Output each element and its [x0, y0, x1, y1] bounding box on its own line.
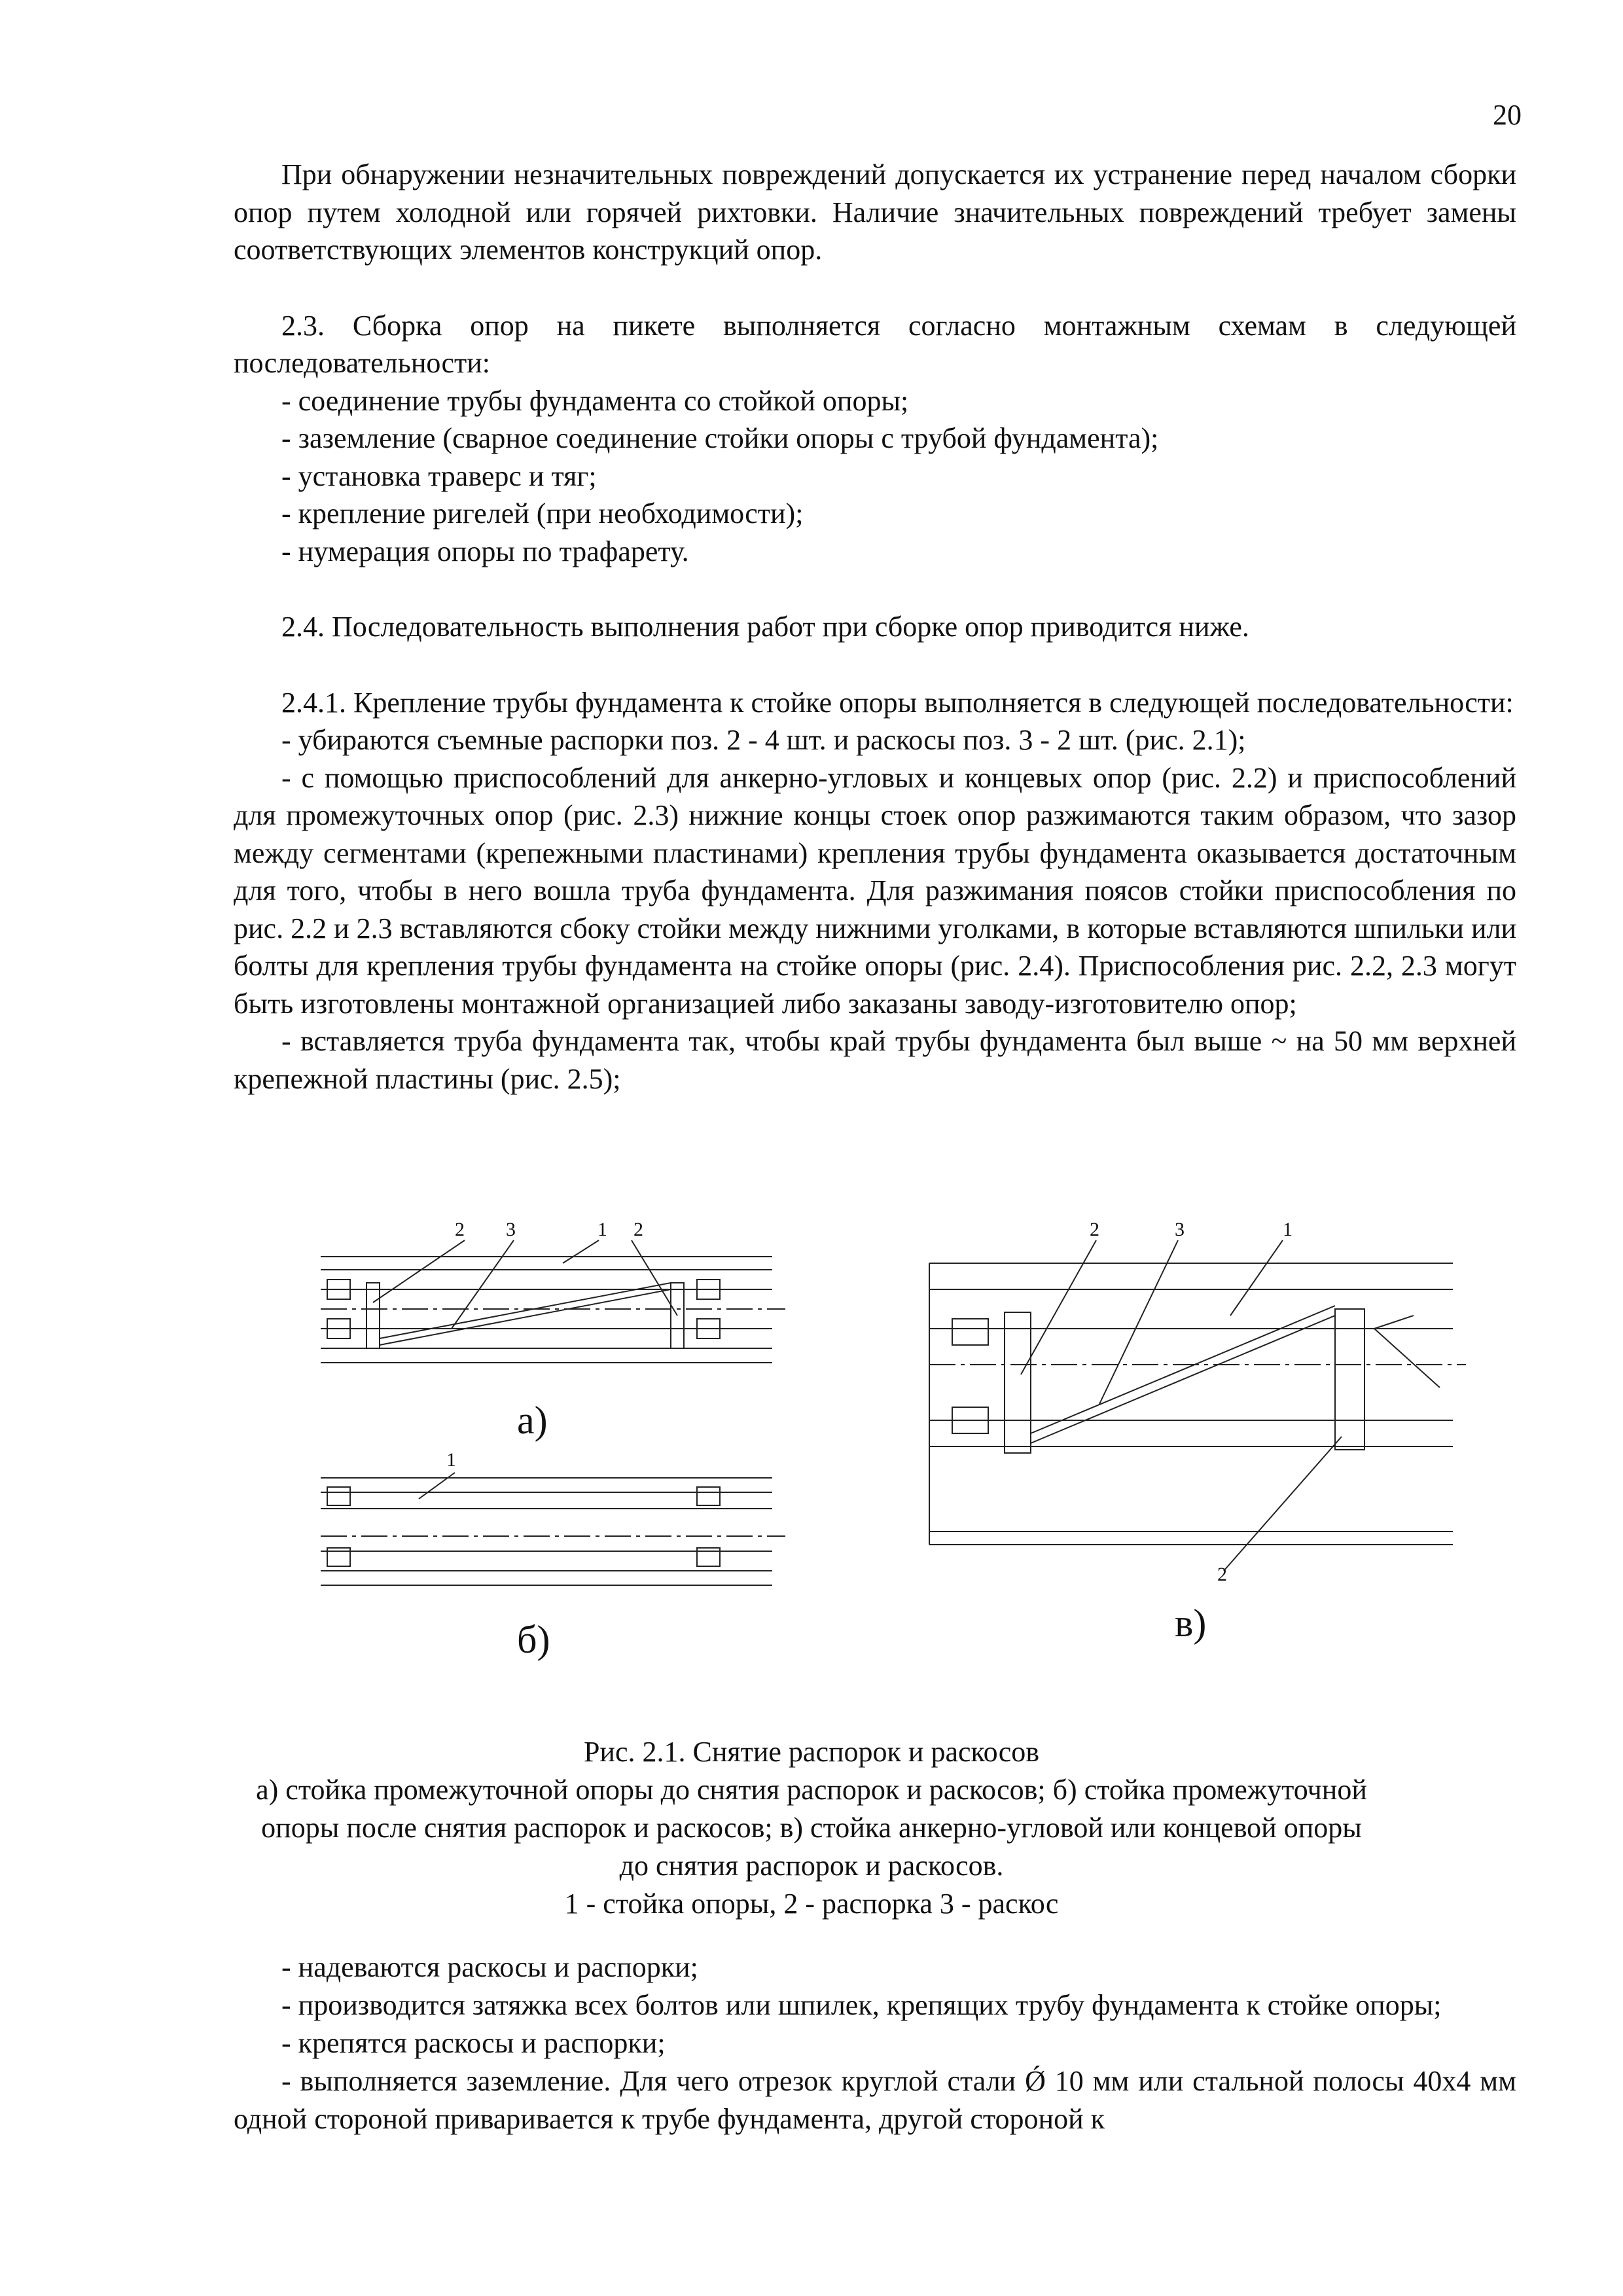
label-2: 2	[455, 1219, 465, 1240]
page-number: 20	[1493, 99, 1522, 131]
label-2b: 2	[633, 1219, 643, 1240]
caption-line: опоры после снятия распорок и раскосов; в) стойка анкерно-угловой или концевой опоры	[261, 1812, 1362, 1844]
figure-caption	[196, 1733, 1427, 1923]
figure-c	[916, 1217, 1479, 1679]
list-item: - заземление (сварное соединение стойки опоры с трубой фундамента);	[281, 422, 1159, 454]
list-item: - надеваются раскосы и распорки;	[281, 1951, 698, 1983]
label-2b: 2	[1217, 1564, 1227, 1585]
label-3: 3	[1175, 1219, 1185, 1240]
paragraph-2-3: 2.3. Сборка опор на пикете выполняется согласно монтажным схемам в следующей последовательности:	[234, 309, 1516, 379]
caption-line: а) стойка промежуточной опоры до снятия распорок и раскосов; б) стойка промежуточной	[256, 1774, 1367, 1806]
list-item: - соединение трубы фундамента со стойкой опоры;	[281, 384, 909, 417]
label-1: 1	[1283, 1219, 1293, 1240]
label-1: 1	[597, 1219, 607, 1240]
label-3: 3	[506, 1219, 516, 1240]
list-item: - производится затяжка всех болтов или шпилек, крепящих трубу фундамента к стойке опоры;	[281, 1989, 1442, 2021]
bottom-text	[234, 1948, 1516, 2138]
list-item: - выполняется заземление. Для чего отрезок круглой стали Ǿ 10 мм или стальной полосы 40х4 мм одной стороной приваривается к трубе фундамента, другой стороной к	[234, 2065, 1516, 2135]
list-item: - вставляется труба фундамента так, чтобы край трубы фундамента был выше ~ на 50 мм верхней крепежной пластины (рис. 2.5);	[234, 1025, 1516, 1095]
label-2: 2	[1090, 1219, 1099, 1240]
figure-a	[301, 1217, 798, 1469]
paragraph-damage: При обнаружении незначительных повреждений допускается их устранение перед началом сборки опор путем холодной или горячей рихтовки. Наличие значительных повреждений требует замены соответствующих элементов конструкций опор.	[234, 158, 1516, 266]
list-item: - нумерация опоры по трафарету.	[281, 535, 689, 567]
figure-b	[301, 1446, 798, 1672]
list-item: - убираются съемные распорки поз. 2 - 4 шт. и раскосы поз. 3 - 2 шт. (рис. 2.1);	[281, 724, 1246, 756]
paragraph-2-4: 2.4. Последовательность выполнения работ при сборке опор приводится ниже.	[281, 611, 1249, 643]
list-item: - с помощью приспособлений для анкерно-угловых и концевых опор (рис. 2.2) и приспособлений для промежуточных опор (рис. 2.3) нижние концы стоек опор разжимаются таким образом, что зазор между сегментами (крепежными пластинами) крепления трубы фундамента оказывается достаточным для того, чтобы в него вошла труба фундамента. Для разжимания поясов стойки приспособления по рис. 2.2 и 2.3 вставляются сбоку стойки между нижними уголками, в которые вставляются шпильки или болты для крепления трубы фундамента на стойке опоры (рис. 2.4). Приспособления рис. 2.2, 2.3 могут быть изготовлены монтажной организацией либо заказаны заводу-изготовителю опор;	[234, 761, 1516, 1020]
caption-legend: 1 - стойка опоры, 2 - распорка 3 - раскос	[564, 1888, 1059, 1920]
body-text	[234, 156, 1516, 1098]
caption-line: до снятия распорок и раскосов.	[619, 1850, 1004, 1882]
list-item: - крепление ригелей (при необходимости);	[281, 497, 804, 529]
subfigure-label-c: в)	[1175, 1602, 1207, 1645]
caption-title: Рис. 2.1. Снятие распорок и раскосов	[583, 1736, 1040, 1768]
list-item: - установка траверс и тяг;	[281, 459, 597, 492]
paragraph-2-4-1: 2.4.1. Крепление трубы фундамента к стойке опоры выполняется в следующей последовательности:	[281, 686, 1514, 719]
subfigure-label-b: б)	[517, 1618, 550, 1661]
label-1: 1	[446, 1449, 456, 1471]
subfigure-label-a: а)	[517, 1399, 548, 1442]
list-item: - крепятся раскосы и распорки;	[281, 2027, 666, 2059]
